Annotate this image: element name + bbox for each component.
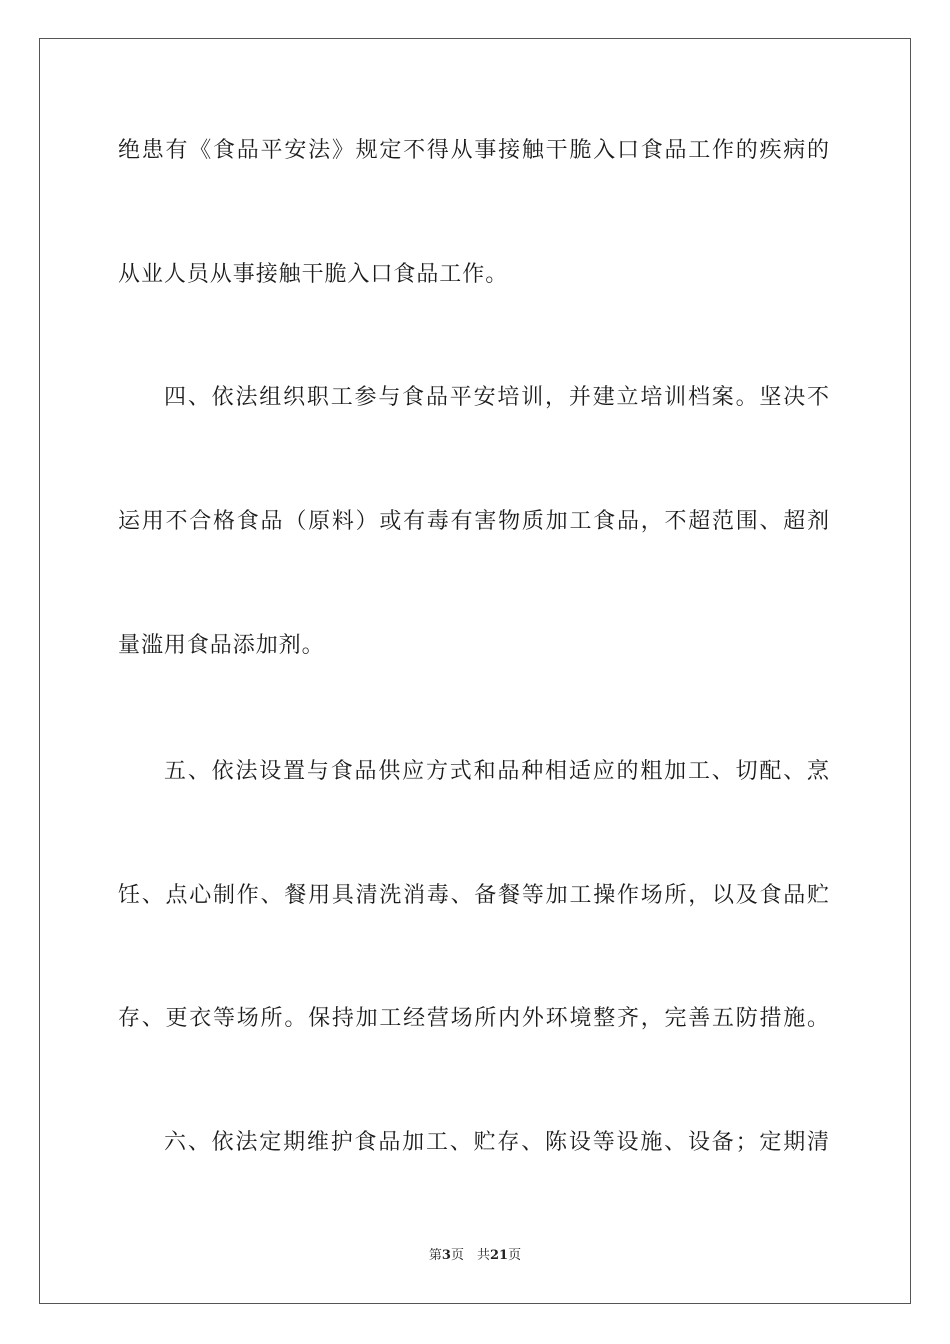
text-line: 运用不合格食品（原料）或有毒有害物质加工食品，不超范围、超剂 <box>118 509 830 534</box>
page-prefix: 第 <box>428 1248 442 1263</box>
page-mid: 页 共 <box>450 1248 490 1263</box>
page-current: 3 <box>441 1248 451 1263</box>
text-line: 存、更衣等场所。保持加工经营场所内外环境整齐，完善五防措施。 <box>118 1006 830 1031</box>
text-line: 五、依法设置与食品供应方式和品种相适应的粗加工、切配、烹 <box>164 759 830 784</box>
page-total: 21 <box>489 1248 509 1263</box>
text-line: 绝患有《食品平安法》规定不得从事接触干脆入口食品工作的疾病的 <box>118 138 830 163</box>
text-line: 量滥用食品添加剂。 <box>118 633 325 658</box>
page-border <box>39 38 911 1304</box>
page-footer <box>0 1247 950 1265</box>
page-suffix: 页 <box>508 1248 522 1263</box>
text-line: 六、依法定期维护食品加工、贮存、陈设等设施、设备；定期清 <box>164 1130 830 1155</box>
text-line: 从业人员从事接触干脆入口食品工作。 <box>118 262 509 287</box>
text-line: 四、依法组织职工参与食品平安培训，并建立培训档案。坚决不 <box>164 385 830 410</box>
text-line: 饪、点心制作、餐用具清洗消毒、备餐等加工操作场所，以及食品贮 <box>118 883 830 908</box>
